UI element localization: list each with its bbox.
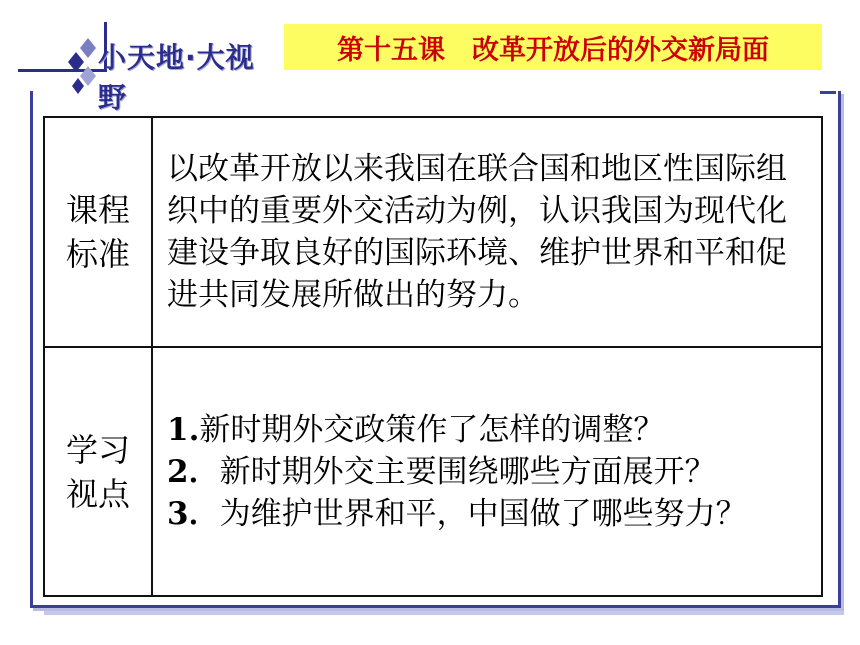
question-text: 为维护世界和平，中国做了哪些努力？: [219, 495, 747, 532]
frame-border: [820, 91, 836, 94]
table-row: [44, 117, 822, 347]
label-line: 视点: [65, 474, 130, 513]
label-line: 学习: [65, 430, 130, 469]
row-label-standard: [44, 117, 152, 347]
lesson-table: [43, 116, 823, 597]
question-item: [167, 409, 815, 451]
question-text: 新时期外交主要围绕哪些方面展开？: [219, 453, 716, 490]
logo: [18, 14, 278, 114]
question-item: [167, 451, 815, 493]
label-line: 标准: [65, 235, 130, 273]
question-number: 1.: [167, 411, 200, 448]
question-item: [167, 493, 815, 535]
question-number: 2．: [167, 453, 220, 490]
table-row: [44, 347, 822, 596]
row-label-viewpoint: [44, 347, 152, 596]
question-number: 3．: [167, 495, 220, 532]
label-line: 课程: [65, 191, 130, 229]
logo-text: 小天地·大视野: [98, 41, 255, 114]
lesson-title-banner: [284, 24, 822, 70]
frame-shadow: [44, 611, 844, 615]
lesson-title: 第十五课 改革开放后的外交新局面: [337, 34, 769, 66]
questions-cell: [152, 347, 822, 596]
standard-text: 以改革开放以来我国在联合国和地区性国际组织中的重要外交活动为例，认识我国为现代化建设争取良好的国际环境、维护世界和平和促进共同发展所做出的努力。: [152, 117, 822, 347]
question-text: 新时期外交政策作了怎样的调整？: [199, 411, 665, 448]
